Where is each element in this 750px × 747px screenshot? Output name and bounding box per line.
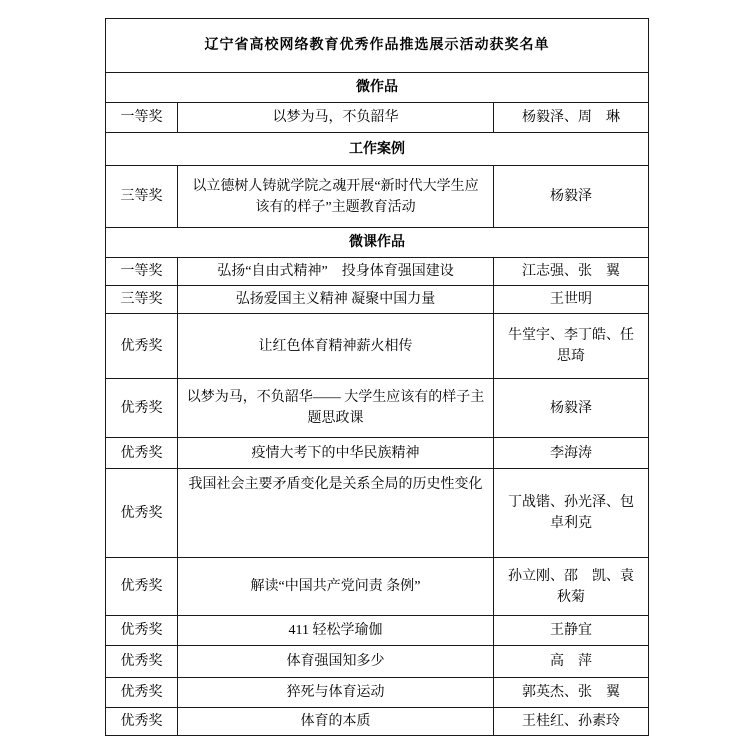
- title-row: [106, 19, 649, 73]
- work-title-cell: 体育强国知多少: [178, 646, 494, 678]
- award-level-cell: 三等奖: [106, 286, 178, 314]
- work-title-cell: 解读“中国共产党问责 条例”: [178, 558, 494, 616]
- work-title-cell: 让红色体育精神薪火相传: [178, 314, 494, 379]
- authors-cell: 郭英杰、张 翼: [494, 678, 649, 708]
- award-level-cell: 一等奖: [106, 258, 178, 286]
- table-row: [106, 616, 649, 646]
- table-row: [106, 438, 649, 469]
- authors-cell: 王世明: [494, 286, 649, 314]
- work-title-cell: 411 轻松学瑜伽: [178, 616, 494, 646]
- work-title-cell: 以梦为马，不负韶华: [178, 103, 494, 133]
- work-title-cell: 弘扬“自由式精神” 投身体育强国建设: [178, 258, 494, 286]
- authors-cell: 杨毅泽、周 琳: [494, 103, 649, 133]
- section-header: 微课作品: [106, 228, 649, 258]
- award-level-cell: 优秀奖: [106, 678, 178, 708]
- table-row: [106, 314, 649, 379]
- table-row: [106, 678, 649, 708]
- award-level-cell: 优秀奖: [106, 379, 178, 438]
- section-header-row: [106, 228, 649, 258]
- table-row: [106, 258, 649, 286]
- authors-cell: 牛堂宇、李丁皓、任思琦: [494, 314, 649, 379]
- award-level-cell: 优秀奖: [106, 646, 178, 678]
- award-level-cell: 优秀奖: [106, 558, 178, 616]
- work-title-cell: 弘扬爱国主义精神 凝聚中国力量: [178, 286, 494, 314]
- award-level-cell: 优秀奖: [106, 708, 178, 736]
- section-header-row: [106, 73, 649, 103]
- table-row: [106, 646, 649, 678]
- table-row: [106, 558, 649, 616]
- work-title-cell: 我国社会主要矛盾变化是关系全局的历史性变化: [178, 469, 494, 558]
- authors-cell: 王桂红、孙素玲: [494, 708, 649, 736]
- work-title-cell: 以梦为马，不负韶华—— 大学生应该有的样子主题思政课: [178, 379, 494, 438]
- table-row: [106, 103, 649, 133]
- award-level-cell: 三等奖: [106, 166, 178, 228]
- authors-cell: 高 萍: [494, 646, 649, 678]
- work-title-cell: 体育的本质: [178, 708, 494, 736]
- section-header-row: [106, 133, 649, 166]
- work-title-cell: 以立德树人铸就学院之魂开展“新时代大学生应该有的样子”主题教育活动: [178, 166, 494, 228]
- awards-table: [105, 18, 649, 736]
- document-title: 辽宁省高校网络教育优秀作品推选展示活动获奖名单: [106, 19, 649, 73]
- awards-table-body: [106, 19, 649, 736]
- table-row: [106, 166, 649, 228]
- table-row: [106, 379, 649, 438]
- award-level-cell: 优秀奖: [106, 469, 178, 558]
- authors-cell: 丁战锴、孙光泽、包卓利克: [494, 469, 649, 558]
- table-row: [106, 286, 649, 314]
- authors-cell: 孙立刚、邵 凯、袁秋菊: [494, 558, 649, 616]
- work-title-cell: 疫情大考下的中华民族精神: [178, 438, 494, 469]
- work-title-cell: 猝死与体育运动: [178, 678, 494, 708]
- award-level-cell: 一等奖: [106, 103, 178, 133]
- table-row: [106, 708, 649, 736]
- award-level-cell: 优秀奖: [106, 616, 178, 646]
- authors-cell: 江志强、张 翼: [494, 258, 649, 286]
- authors-cell: 李海涛: [494, 438, 649, 469]
- authors-cell: 王静宜: [494, 616, 649, 646]
- section-header: 微作品: [106, 73, 649, 103]
- award-level-cell: 优秀奖: [106, 314, 178, 379]
- authors-cell: 杨毅泽: [494, 379, 649, 438]
- section-header: 工作案例: [106, 133, 649, 166]
- table-row: [106, 469, 649, 558]
- award-level-cell: 优秀奖: [106, 438, 178, 469]
- authors-cell: 杨毅泽: [494, 166, 649, 228]
